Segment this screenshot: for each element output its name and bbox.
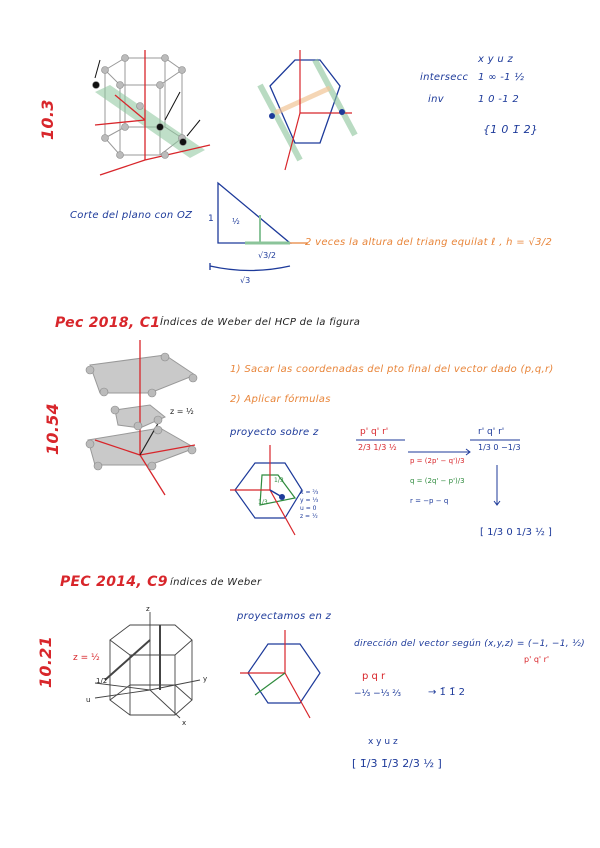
s3-z-label: z = ½ bbox=[73, 653, 100, 663]
s3-fig-half: 1/2 bbox=[96, 677, 108, 685]
s3-task: índices de Weber bbox=[170, 577, 262, 588]
s1-tri-half: ½ bbox=[232, 217, 240, 226]
s3-pqr-header: p q r bbox=[362, 671, 386, 682]
s3-final: [ 1̄/3 1̄/3 2/3 ½ ] bbox=[352, 757, 442, 770]
s1-height-note: 2 veces la altura del triang equilat ℓ , h = √3/2 bbox=[305, 237, 553, 248]
s3-fig-z: z bbox=[146, 605, 150, 613]
s2-frac2: 1/3 bbox=[258, 499, 268, 506]
s2-formula-p: p = (2p' − q')/3 bbox=[410, 457, 465, 465]
s1-miller: {1 0 1̄ 2} bbox=[483, 123, 539, 136]
s2-hex-x: x = ⅔ bbox=[300, 489, 319, 496]
s2-z-label: z = ½ bbox=[170, 407, 194, 416]
s2-frac1: 1/3 bbox=[274, 477, 284, 484]
hex-projection-2 bbox=[230, 445, 302, 535]
s3-direction-sub: p' q' r' bbox=[524, 655, 550, 664]
s2-result-vals: 1/3 0 −1/3 bbox=[478, 443, 521, 452]
s1-inv-vals: 1 0 -1 2 bbox=[478, 94, 519, 105]
s2-hex-z: z = ½ bbox=[300, 513, 318, 520]
s2-proj: proyecto sobre z bbox=[230, 427, 319, 438]
s2-pqr-header: p' q' r' bbox=[360, 427, 389, 437]
s3-xyuz-header: x y u z bbox=[368, 737, 398, 747]
s1-note: Corte del plano con OZ bbox=[70, 210, 193, 221]
s2-formula-q: q = (2q' − p')/3 bbox=[410, 477, 465, 485]
triangle-figure bbox=[210, 183, 290, 271]
s2-task: Índices de Weber del HCP de la figura bbox=[160, 317, 361, 328]
s3-title: PEC 2014, C9 bbox=[60, 574, 168, 590]
s1-header: x y u z bbox=[478, 54, 514, 65]
s3-fig-x: x bbox=[182, 719, 187, 727]
s3-pqr-vals: −⅓ −⅓ ⅔ bbox=[354, 689, 401, 699]
green-plane-1 bbox=[95, 85, 205, 158]
s1-intercept-vals: 1 ∞ -1 ½ bbox=[478, 72, 525, 83]
hex-projection-3 bbox=[240, 630, 320, 718]
s1-tri-side: 1 bbox=[208, 214, 214, 224]
hcp-layers-figure bbox=[86, 340, 197, 495]
s2-final: [ 1/3 0 1/3 ½ ] bbox=[480, 527, 552, 538]
s3-arrow-result: → 1̄ 1̄ 2 bbox=[428, 687, 466, 698]
s1-tri-base: √3/2 bbox=[258, 251, 276, 260]
s3-fig-y: y bbox=[203, 675, 208, 683]
s2-step2: 2) Aplicar fórmulas bbox=[230, 394, 331, 405]
s2-pqr-vals: 2/3 1/3 ½ bbox=[358, 443, 397, 452]
s1-intercept-label: intersecc bbox=[420, 72, 469, 83]
section-2-label: 10.54 bbox=[43, 402, 62, 455]
s3-proj: proyectamos en z bbox=[237, 611, 332, 622]
s3-fig-u: u bbox=[86, 696, 91, 704]
s2-step1: 1) Sacar las coordenadas del pto final del vector dado (p,q,r) bbox=[230, 364, 554, 375]
s2-hex-u: u = 0 bbox=[300, 505, 317, 512]
s2-hex-y: y = ⅓ bbox=[300, 497, 319, 504]
s2-formula-r: r = −p − q bbox=[410, 497, 449, 505]
s3-direction: dirección del vector según (x,y,z) = (−1, −1, ½) bbox=[354, 639, 585, 649]
s2-title: Pec 2018, C1 bbox=[55, 315, 161, 331]
s2-result-header: r' q' r' bbox=[478, 427, 505, 437]
section-3-label: 10.21 bbox=[36, 635, 55, 688]
hex-projection-1 bbox=[260, 50, 355, 170]
section-1-label: 10.3 bbox=[38, 99, 57, 140]
prism-figure-3 bbox=[95, 612, 200, 718]
s1-inv-label: inv bbox=[428, 94, 444, 105]
s1-tri-bracket: √3 bbox=[240, 276, 251, 285]
